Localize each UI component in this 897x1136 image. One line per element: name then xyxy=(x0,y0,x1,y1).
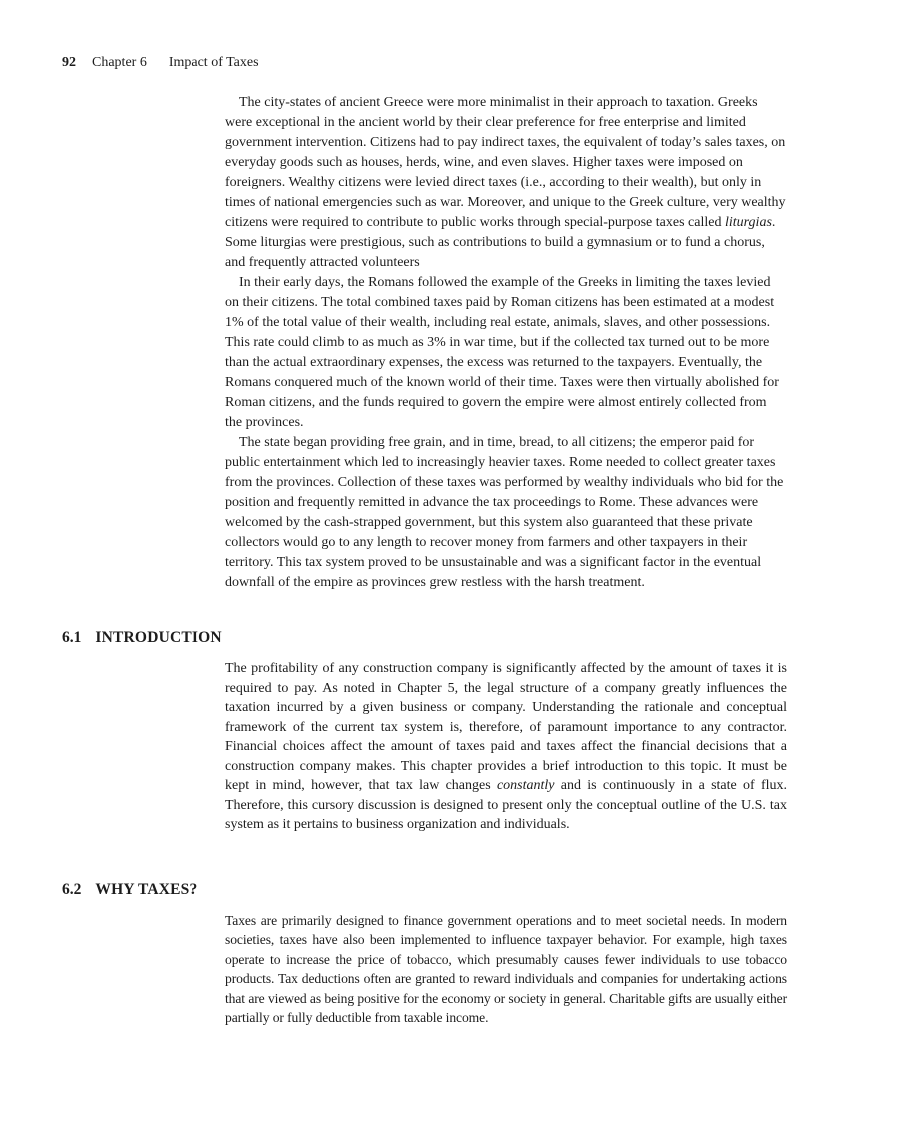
italic-text-run: constantly xyxy=(496,778,555,793)
text-run: and is continuously in a state of flux. Therefore, this cursory discussion is designed to present only the conceptual outline of the U.S. tax system as it pertains to business organization and individuals. xyxy=(225,778,787,832)
text-run: Taxes are primarily designed to finance government operations and to meet societal needs. In modern societies, taxes have also been implemented to influence taxpayer behavior. For example, high taxes operate to increase the price of tobacco, which presumably causes fewer individuals to use tobacco products. Tax deductions often are granted to reward individuals and companies for undertaking actions that are viewed as being positive for the economy or society in general. Charitable gifts are usually either partially or fully deductible from taxable income. xyxy=(225,912,787,1025)
section-6-1-paragraphs xyxy=(225,659,787,835)
section-6-2 xyxy=(62,881,787,1028)
text-run: The city-states of ancient Greece were more minimalist in their approach to taxation. Greeks were exceptional in the ancient world by their clear preference for free enterprise and limited government intervention. Citizens had to pay indirect taxes, the equivalent of today’s sales taxes, on everyday goods such as houses, herds, wine, and even slaves. Higher taxes were imposed on foreigners. Wealthy citizens were levied direct taxes (i.e., according to their wealth), but only in times of national emergencies such as war. Moreover, and unique to the Greek culture, very wealthy citizens were required to contribute to public works through special-purpose taxes called xyxy=(225,95,786,230)
section-title: INTRODUCTION xyxy=(95,629,222,646)
section-heading-6-2 xyxy=(62,881,787,899)
text-run: . Some liturgias were prestigious, such as contributions to build a gymnasium or to fund a chorus, and frequently attracted volunteers xyxy=(225,215,776,270)
section-number: 6.1 xyxy=(62,629,82,646)
page-number: 92 xyxy=(62,55,76,70)
text-run: In their early days, the Romans followed the example of the Greeks in limiting the taxes levied on their citizens. The total combined taxes paid by Roman citizens has been estimated at a modest 1% of the total value of their wealth, including real estate, animals, slaves, and other possessions. This rate could climb to as much as 3% in war time, but if the collected tax turned out to be more than the actual extraordinary expenses, the excess was returned to the taxpayers. Eventually, the Romans conquered much of the known world of their time. Taxes were then virtually abolished for Roman citizens, and the funds required to govern the empire were almost entirely collected from the provinces. xyxy=(225,275,779,430)
paragraph xyxy=(225,273,787,433)
body-paragraphs xyxy=(225,93,787,593)
text-run: The profitability of any construction company is significantly affected by the amount of taxes it is required to pay. As noted in Chapter 5, the legal structure of a company greatly influences the taxation incurred by a given business or company. Understanding the rationale and conceptual framework of the current tax system is, therefore, of paramount importance to any contractor. Financial choices affect the amount of taxes paid and taxes affect the financial decisions that a construction company makes. This chapter provides a brief introduction to this topic. It must be kept in mind, however, that tax law changes xyxy=(225,661,787,793)
paragraph xyxy=(225,911,787,1028)
section-number: 6.2 xyxy=(62,880,82,898)
section-6-2-paragraphs xyxy=(225,911,787,1028)
section-6-1 xyxy=(62,629,787,835)
running-head xyxy=(62,55,787,71)
paragraph xyxy=(225,93,787,273)
section-heading-6-1 xyxy=(62,629,787,647)
italic-text-run: liturgias xyxy=(724,215,772,230)
text-run: The state began providing free grain, and in time, bread, to all citizens; the emperor paid for public entertainment which led to increasingly heavier taxes. Rome needed to collect greater taxes from the provinces. Collection of these taxes was performed by wealthy individuals who bid for the position and frequently remitted in advance the tax proceedings to Rome. These advances were welcomed by the cash-strapped government, but this system also guaranteed that these private collectors would go to any length to recover money from farmers and other taxpayers in their territory. This tax system proved to be unsustainable and was a significant factor in the eventual downfall of the empire as provinces grew restless with the harsh treatment. xyxy=(225,435,784,590)
chapter-label: Chapter 6 xyxy=(92,55,147,70)
section-title: WHY TAXES? xyxy=(95,880,198,898)
paragraph xyxy=(225,433,787,593)
paragraph xyxy=(225,659,787,835)
chapter-title: Impact of Taxes xyxy=(168,55,259,70)
